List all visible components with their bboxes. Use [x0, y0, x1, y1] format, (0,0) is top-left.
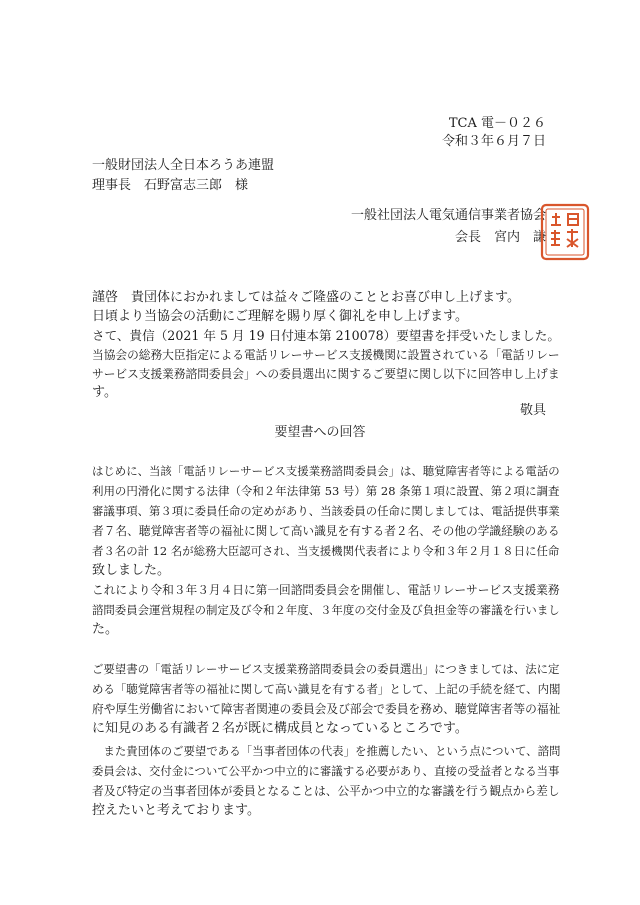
intro-line-1: 謹啓 貴団体におかれましては益々ご隆盛のこととお喜び申し上げます。	[92, 290, 520, 305]
para1-line-6: 致しました。	[92, 563, 171, 578]
document-date: 令和３年６月７日	[441, 134, 546, 149]
para3-line-2: める「聴覚障害者等の福祉に関して高い識見を有する者」として、上記の手続を経て、内閣	[92, 682, 561, 696]
recipient-org: 一般財団法人全日本ろうあ連盟	[92, 158, 275, 173]
para2-line-1: これにより令和３年３月４日に第一回諮問委員会を開催し、電話リレーサービス支援業務	[92, 583, 560, 597]
intro-line-3: さて、貴信（2021 年 5 月 19 日付連本第 210078）要望書を拝受いたしました。	[92, 328, 560, 343]
para1-line-2: 利用の円滑化に関する法律（令和２年法律第 53 号）第 28 条第１項に設置、第２項に調査	[92, 484, 560, 498]
para4-line-1: また貴団体のご要望である「当事者団体の代表」を推薦したい、という点について、諮問	[92, 744, 561, 758]
intro-line-5: サービス支援業務諮問委員会」への委員選出に関するご要望に関し以下に回答申し上げま	[92, 367, 560, 381]
para1-line-3: 審議事項、第３項に委員任命の定めがあり、当該委員の任命に関しましては、電話提供事業	[92, 504, 560, 518]
sender-person: 会長 宮内 謙	[454, 230, 546, 245]
intro-line-2: 日頃より当協会の活動にご理解を賜り厚く御礼を申し上げます。	[92, 309, 468, 324]
para3-line-4: に知見のある有識者２名が既に構成員となっているところです。	[92, 721, 468, 736]
intro-line-4: 当協会の総務大臣指定による電話リレーサービス支援機関に設置されている「電話リレー	[92, 348, 560, 362]
para4-line-4: 控えたいと考えております。	[92, 803, 260, 818]
para2-line-2: 諮問委員会運営規程の制定及び令和２年度、３年度の交付金及び負担金等の審議を行いまし	[92, 603, 560, 617]
para1-line-4: 者７名、聴覚障害者等の福祉に関して高い識見を有する者２名、その他の学識経験のある	[92, 524, 560, 538]
sender-org: 一般社団法人電気通信事業者協会	[350, 208, 546, 223]
para2-line-3: た。	[92, 622, 119, 637]
section-title: 要望書への回答	[274, 425, 366, 440]
closing-keigu: 敬具	[519, 403, 546, 418]
para3-line-3: 府や厚生労働省において障害者関連の委員会及び部会で委員を務め、聴覚障害者等の福祉	[92, 702, 561, 716]
para1-line-5: 者３名の計 12 名が総務大臣認可され、当支援機関代表者により令和３年２月１８日に任命	[92, 544, 560, 558]
document-number: TCA 電－０２６	[448, 116, 546, 131]
intro-line-6: す。	[92, 385, 117, 400]
company-seal-stamp	[540, 203, 590, 261]
para4-line-3: 者及び特定の当事者団体が委員となることは、公平かつ中立的な審議を行う観点から差し	[92, 784, 560, 798]
para4-line-2: 委員会は、交付金について公平かつ中立的に審議する必要があり、直接の受益者となる当事	[92, 764, 560, 778]
para3-line-1: ご要望書の「電話リレーサービス支援業務諮問委員会の委員選出」につきましては、法に定	[92, 662, 560, 676]
recipient-person: 理事長 石野富志三郎 様	[92, 178, 249, 193]
para1-line-1: はじめに、当該「電話リレーサービス支援業務諮問委員会」は、聴覚障害者等による電話の	[92, 464, 560, 478]
